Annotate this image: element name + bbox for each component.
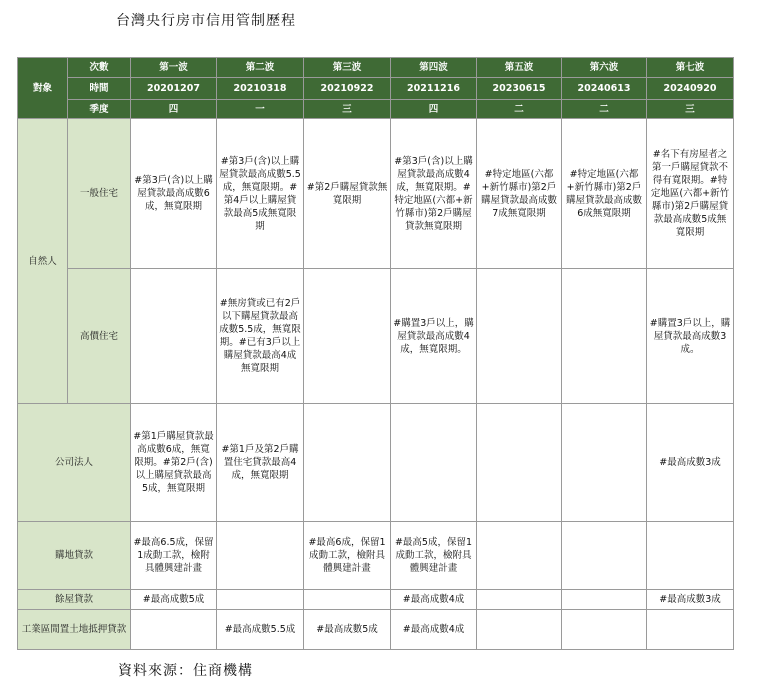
policy-cell: #第3戶(含)以上購屋貸款最高成數4成，無寬限期。#特定地區(六都+新竹縣市)第2戶購屋貸款無寬限期 bbox=[391, 119, 477, 269]
group-land-loan: 購地貸款 bbox=[18, 522, 131, 590]
wave-name: 第五波 bbox=[477, 58, 562, 78]
policy-cell: #最高6成，保留1成動工款，檢附具體興建計畫 bbox=[304, 522, 391, 590]
policy-cell bbox=[562, 269, 647, 404]
wave-quarter: 三 bbox=[304, 100, 391, 119]
policy-cell bbox=[562, 404, 647, 522]
policy-cell: #最高6.5成，保留1成動工款，檢附具體興建計畫 bbox=[131, 522, 217, 590]
wave-date: 20211216 bbox=[391, 78, 477, 100]
policy-cell: #第3戶(含)以上購屋貸款最高成數5.5成，無寬限期。#第4戶以上購屋貸款最高5成無寬限期 bbox=[217, 119, 304, 269]
wave-name: 第三波 bbox=[304, 58, 391, 78]
group-natural-person: 自然人 bbox=[18, 119, 68, 404]
wave-quarter: 一 bbox=[217, 100, 304, 119]
wave-date: 20201207 bbox=[131, 78, 217, 100]
sub-general-housing: 一般住宅 bbox=[68, 119, 131, 269]
policy-cell: #第1戶及第2戶購置住宅貸款最高4成，無寬限期 bbox=[217, 404, 304, 522]
policy-cell bbox=[304, 590, 391, 610]
wave-quarter: 四 bbox=[131, 100, 217, 119]
policy-cell bbox=[477, 269, 562, 404]
row-label-count: 次數 bbox=[68, 58, 131, 78]
wave-quarter: 三 bbox=[647, 100, 734, 119]
policy-cell bbox=[391, 404, 477, 522]
wave-date: 20240613 bbox=[562, 78, 647, 100]
group-industrial-loan: 工業區閒置土地抵押貸款 bbox=[18, 610, 131, 650]
wave-date: 20210922 bbox=[304, 78, 391, 100]
policy-cell: #名下有房屋者之第一戶購屋貸款不得有寬限期。#特定地區(六都+新竹縣市)第2戶購屋貸款最高成數5成無寬限期 bbox=[647, 119, 734, 269]
policy-cell: #特定地區(六都+新竹縣市)第2戶購屋貸款最高成數6成無寬限期 bbox=[562, 119, 647, 269]
header-row-date bbox=[18, 78, 734, 100]
policy-cell: #第2戶購屋貸款無寬限期 bbox=[304, 119, 391, 269]
policy-cell: #購置3戶以上，購屋貸款最高成數4成，無寬限期。 bbox=[391, 269, 477, 404]
policy-cell bbox=[304, 269, 391, 404]
policy-cell: #最高5成，保留1成動工款，檢附具體興建計畫 bbox=[391, 522, 477, 590]
policy-cell: #最高成數5成 bbox=[131, 590, 217, 610]
wave-date: 20230615 bbox=[477, 78, 562, 100]
wave-name: 第一波 bbox=[131, 58, 217, 78]
policy-cell bbox=[562, 610, 647, 650]
wave-name: 第二波 bbox=[217, 58, 304, 78]
policy-cell bbox=[477, 522, 562, 590]
wave-name: 第七波 bbox=[647, 58, 734, 78]
group-idle-loan: 餘屋貸款 bbox=[18, 590, 131, 610]
source-note: 資料來源：住商機構 bbox=[118, 663, 253, 679]
policy-cell bbox=[477, 590, 562, 610]
corner-label: 對象 bbox=[18, 58, 68, 119]
policy-cell: #特定地區(六都+新竹縣市)第2戶購屋貸款最高成數7成無寬限期 bbox=[477, 119, 562, 269]
row-luxury-housing bbox=[18, 269, 734, 404]
wave-date: 20210318 bbox=[217, 78, 304, 100]
group-corporate: 公司法人 bbox=[18, 404, 131, 522]
wave-date: 20240920 bbox=[647, 78, 734, 100]
row-industrial-loan bbox=[18, 610, 734, 650]
policy-cell bbox=[217, 590, 304, 610]
sub-luxury-housing: 高價住宅 bbox=[68, 269, 131, 404]
row-label-quarter: 季度 bbox=[68, 100, 131, 119]
policy-cell bbox=[217, 522, 304, 590]
wave-quarter: 二 bbox=[477, 100, 562, 119]
policy-cell: #最高成數5成 bbox=[304, 610, 391, 650]
policy-cell bbox=[131, 269, 217, 404]
wave-quarter: 二 bbox=[562, 100, 647, 119]
wave-name: 第六波 bbox=[562, 58, 647, 78]
policy-cell: #最高成數5.5成 bbox=[217, 610, 304, 650]
policy-cell: #第1戶購屋貸款最高成數6成，無寬限期。#第2戶(含)以上購屋貸款最高5成，無寬限期 bbox=[131, 404, 217, 522]
row-label-date: 時間 bbox=[68, 78, 131, 100]
wave-quarter: 四 bbox=[391, 100, 477, 119]
header-row-count bbox=[18, 58, 734, 78]
policy-cell bbox=[647, 522, 734, 590]
policy-cell bbox=[562, 522, 647, 590]
policy-cell bbox=[647, 610, 734, 650]
policy-cell bbox=[131, 610, 217, 650]
policy-cell: #最高成數3成 bbox=[647, 590, 734, 610]
policy-cell: #最高成數4成 bbox=[391, 590, 477, 610]
row-general-housing bbox=[18, 119, 734, 269]
policy-cell: #第3戶(含)以上購屋貸款最高成數6成，無寬限期 bbox=[131, 119, 217, 269]
policy-cell: #最高成數3成 bbox=[647, 404, 734, 522]
policy-cell: #最高成數4成 bbox=[391, 610, 477, 650]
policy-cell: #購置3戶以上，購屋貸款最高成數3成。 bbox=[647, 269, 734, 404]
policy-table bbox=[17, 57, 734, 650]
row-idle-loan bbox=[18, 590, 734, 610]
row-land-loan bbox=[18, 522, 734, 590]
page-title: 台灣央行房市信用管制歷程 bbox=[116, 13, 296, 29]
policy-cell: #無房貸或已有2戶以下購屋貸款最高成數5.5成，無寬限期。#已有3戶以上購屋貸款最高4成無寬限期 bbox=[217, 269, 304, 404]
policy-cell bbox=[477, 610, 562, 650]
wave-name: 第四波 bbox=[391, 58, 477, 78]
policy-cell bbox=[477, 404, 562, 522]
row-corporate bbox=[18, 404, 734, 522]
policy-cell bbox=[304, 404, 391, 522]
policy-cell bbox=[562, 590, 647, 610]
header-row-quarter bbox=[18, 100, 734, 119]
